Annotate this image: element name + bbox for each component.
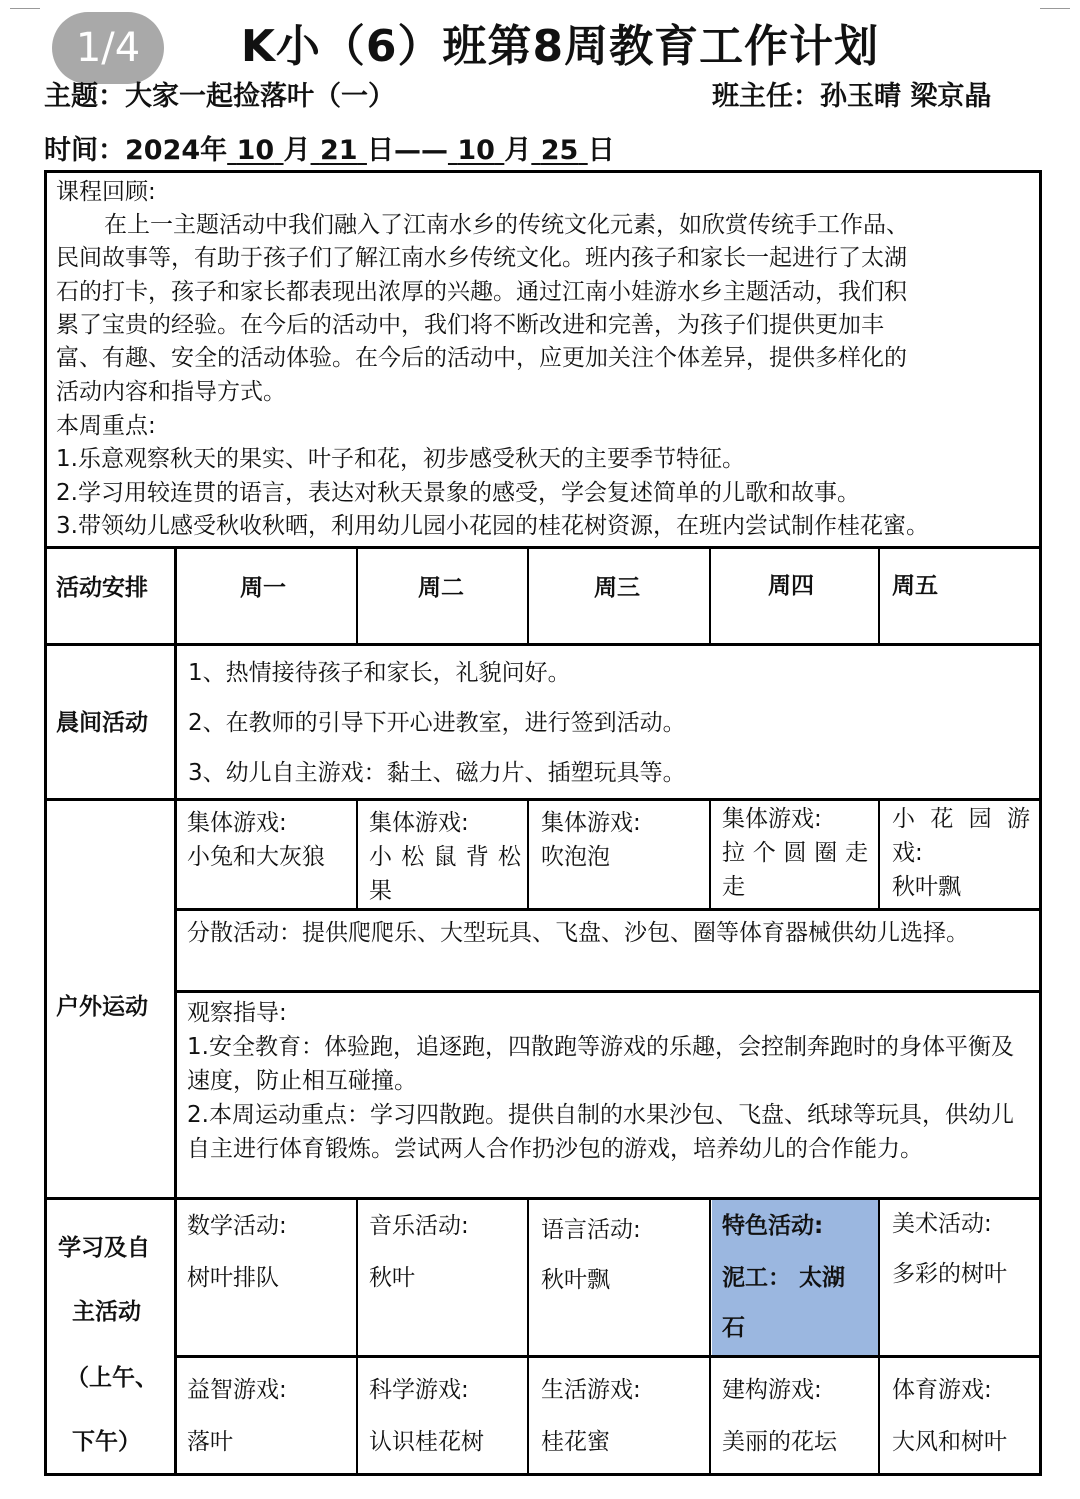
month-char-1: 月: [283, 135, 311, 166]
end-month: [448, 135, 504, 166]
rule-header-bottom: [44, 643, 1042, 646]
group-game-value: 秋叶飘: [892, 874, 961, 900]
morning-label: 晨间活动: [56, 710, 148, 736]
rule-col-4b: [878, 798, 880, 910]
group-game-label: 集体游戏:: [369, 810, 469, 836]
header-activity: 活动安排: [56, 575, 148, 601]
rule-study-mid: [175, 1355, 1042, 1358]
group-game-value-end: 果: [369, 878, 392, 904]
rule-outdoor-bottom: [44, 1197, 1042, 1200]
page-title: K小（6）班第8周教育工作计划: [240, 21, 880, 72]
head-teacher-label: 班主任：: [712, 81, 820, 112]
theme-label: 主题：: [44, 81, 125, 112]
rule-label-col: [174, 546, 177, 1476]
rule-group-bottom: [175, 908, 1042, 911]
morning-item: 2、在教师的引导下开心进教室，进行签到活动。: [188, 710, 686, 736]
rule-review-bottom: [44, 546, 1042, 549]
study-label-line: 下午）: [72, 1429, 141, 1455]
head-teacher-line: [712, 74, 991, 113]
review-line: 活动内容和指导方式。: [56, 379, 286, 405]
focus-heading: 本周重点:: [56, 413, 156, 439]
header-thursday: 周四: [768, 573, 814, 599]
group-game-thursday: [722, 802, 870, 904]
study-cell-value: 秋叶: [369, 1265, 415, 1291]
rule-scattered-bottom: [175, 990, 1042, 993]
theme-line: [44, 74, 395, 113]
study-cell-value: 树叶排队: [187, 1265, 279, 1291]
study-cell-value: 认识桂花树: [369, 1429, 484, 1455]
rule-col-3a: [709, 546, 711, 645]
guidance-paragraph: 2.本周运动重点：学习四散跑。提供自制的水果沙包、飞盘、纸球等玩具，供幼儿自主进行体育锻炼。尝试两人合作扔沙包的游戏，培养幼儿的合作能力。: [187, 1102, 1014, 1162]
study-cell-value: 美丽的花坛: [722, 1429, 837, 1455]
day-char-1: 日: [366, 135, 394, 166]
scattered-activities: 分散活动：提供爬爬乐、大型玩具、飞盘、沙包、圈等体育器械供幼儿选择。: [187, 920, 969, 946]
focus-item: 3.带领幼儿感受秋收秋晒，利用幼儿园小花园的桂花树资源，在班内尝试制作桂花蜜。: [56, 513, 929, 539]
group-game-label-end: 戏:: [892, 840, 923, 866]
group-game-label: 集体游戏:: [187, 810, 287, 836]
rule-morning-bottom: [44, 798, 1042, 801]
corner-mark-left: [10, 8, 40, 19]
study-cell-value: 大风和树叶: [892, 1429, 1007, 1455]
focus-item: 2.学习用较连贯的语言，表达对秋天景象的感受，学会复述简单的儿歌和故事。: [56, 480, 860, 506]
rule-col-2b: [527, 798, 529, 910]
study-cell-label: 音乐活动:: [369, 1213, 469, 1239]
review-line: 累了宝贵的经验。在今后的活动中，我们将不断改进和完善，为孩子们提供更加丰: [56, 312, 884, 338]
study-cell-label: 科学游戏:: [369, 1377, 469, 1403]
group-game-wednesday: [541, 806, 703, 874]
study-label-line: 主活动: [72, 1299, 141, 1325]
study-cell-label: 特色活动:: [722, 1213, 824, 1239]
end-day: [531, 135, 587, 166]
guidance-block: [187, 996, 1032, 1166]
start-day: [311, 135, 367, 166]
rule-col-3b: [709, 798, 711, 910]
date-dash: ——: [393, 135, 448, 166]
study-cell-label: 益智游戏:: [187, 1377, 287, 1403]
start-month-value: 10: [236, 135, 275, 166]
group-game-tuesday: [369, 806, 521, 908]
header-wednesday: 周三: [594, 575, 640, 601]
guidance-paragraph: 1.安全教育：体验跑，追逐跑，四散跑等游戏的乐趣，会控制奔跑时的身体平衡及速度，防止相互碰撞。: [187, 1034, 1014, 1094]
start-month: [227, 135, 283, 166]
study-label-line: （上午、: [66, 1365, 158, 1391]
header-tuesday: 周二: [418, 575, 464, 601]
rule-col-1a: [356, 546, 358, 645]
review-line: 民间故事等，有助于孩子们了解江南水乡传统文化。班内孩子和家长一起进行了太湖: [56, 245, 907, 271]
study-cell-value: 多彩的树叶: [892, 1261, 1007, 1287]
group-game-value-part: 小松鼠背松: [369, 844, 521, 870]
study-cell-label: 生活游戏:: [541, 1377, 641, 1403]
rule-col-4a: [878, 546, 880, 645]
rule-col-2c: [527, 1197, 529, 1476]
group-game-friday: [892, 802, 1032, 904]
end-month-value: 10: [457, 135, 495, 166]
feature-value-end: 石: [722, 1315, 745, 1341]
header-monday: 周一: [240, 575, 286, 601]
focus-item: 1.乐意观察秋天的果实、叶子和花，初步感受秋天的主要季节特征。: [56, 446, 745, 472]
study-cell-label: 数学活动:: [187, 1213, 287, 1239]
rule-col-4c: [878, 1197, 880, 1476]
morning-item: 3、幼儿自主游戏：黏土、磁力片、插塑玩具等。: [188, 760, 686, 786]
time-label: 时间：: [44, 135, 125, 166]
group-game-label: 集体游戏:: [541, 810, 641, 836]
group-game-label: 集体游戏:: [722, 806, 822, 832]
day-char-2: 日: [587, 135, 615, 166]
rule-col-1c: [356, 1197, 358, 1476]
group-game-label-part: 小花园游: [892, 806, 1030, 832]
study-cell-label: 建构游戏:: [722, 1377, 822, 1403]
study-cell-label: 体育游戏:: [892, 1377, 992, 1403]
study-cell-value: 秋叶飘: [541, 1267, 610, 1293]
group-game-value: 小兔和大灰狼: [187, 844, 325, 870]
outdoor-label: 户外运动: [56, 994, 148, 1020]
theme-value: 大家一起捡落叶（一）: [125, 81, 395, 112]
study-label-line: 学习及自: [58, 1235, 150, 1261]
group-game-value: 吹泡泡: [541, 844, 610, 870]
review-line: 在上一主题活动中我们融入了江南水乡的传统文化元素，如欣赏传统手工作品、: [104, 212, 909, 238]
rule-col-1b: [356, 798, 358, 910]
page-indicator: 1/4: [52, 12, 164, 84]
time-line: [44, 128, 615, 167]
group-game-value-end: 走: [722, 874, 745, 900]
month-char-2: 月: [504, 135, 532, 166]
header-friday: 周五: [892, 573, 938, 599]
feature-value-part: 泥工： 太湖: [722, 1265, 846, 1291]
study-cell-label: 语言活动:: [541, 1217, 641, 1243]
corner-mark-right: [1040, 8, 1070, 19]
head-teacher-value: 孙玉晴 梁京晶: [820, 81, 992, 112]
guidance-heading: 观察指导:: [187, 1000, 287, 1026]
rule-col-3c: [709, 1197, 711, 1476]
group-game-value-part: 拉个圆圈走: [722, 840, 868, 866]
start-day-value: 21: [319, 135, 358, 166]
review-heading: 课程回顾:: [56, 179, 156, 205]
group-game-monday: [187, 806, 349, 874]
morning-item: 1、热情接待孩子和家长，礼貌问好。: [188, 660, 571, 686]
study-cell-label: 美术活动:: [892, 1211, 992, 1237]
time-year: 2024年: [125, 135, 228, 166]
end-day-value: 25: [540, 135, 579, 166]
study-cell-value: 落叶: [187, 1429, 233, 1455]
review-line: 富、有趣、安全的活动体验。在今后的活动中，应更加关注个体差异，提供多样化的: [56, 345, 907, 371]
review-line: 石的打卡，孩子和家长都表现出浓厚的兴趣。通过江南小娃游水乡主题活动，我们积: [56, 279, 907, 305]
rule-col-2a: [527, 546, 529, 645]
study-cell-value: 桂花蜜: [541, 1429, 610, 1455]
